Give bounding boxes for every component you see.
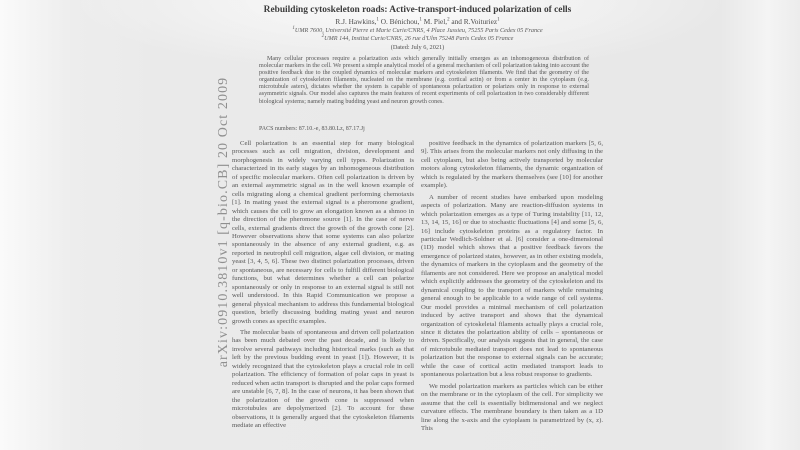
author-name: and R.Voituriez <box>449 17 498 26</box>
abstract <box>259 56 589 106</box>
author-name: O. Bénichou, <box>378 17 420 26</box>
author-affil-marker: 1 <box>497 17 500 23</box>
affiliation-block <box>232 27 603 42</box>
pacs-line: PACS numbers: 87.10.-e, 83.80.Lz, 87.17.Jj <box>259 126 365 132</box>
paper-title: Rebuilding cytoskeleton roads: Active-transport-induced polarization of cells <box>263 5 572 15</box>
paper-page <box>232 0 603 450</box>
paragraph: A number of recent studies have embarked upon modeling aspects of polarization. Many are reaction-diffusion systems in which polarization emerges as a type of Turing instability [11, 12, 13, 14, 15, 16] or due to stochastic fluctuations [4] and some [5, 6, 16] include cytoskeleton proteins as a regulatory factor. In particular Wedlich-Soldner et al. [6] consider a one-dimensional (1D) model which shows that a positive feedback favors the emergence of polarized states, however, as in other existing models, the dynamics of markers in the cytoplasm and the geometry of the filaments are not considered. Here we propose an analytical model which explicitly addresses the geometry of the cytoskeleton and its dynamical coupling to the transport of markers while remaining general enough to be applicable to a wide range of cell systems. Our model provides a minimal mechanism of cell polarization induced by active transport and shows that the dynamical organization of cytoskeletal filaments actually plays a crucial role, since it dictates the polarization ability of cells – spontaneous or driven. Specifically, our analysis suggests that in general, the case of microtubule mediated transport does not lead to spontaneous polarization but the response to external signals can be accurate; while the case of cortical actin mediated transport leads to spontaneous polarization but a less robust response to gradients. <box>421 193 603 379</box>
arxiv-stamp: arXiv:0910.3810v1 [q-bio.CB] 20 Oct 2009 <box>216 76 231 368</box>
paragraph: Cell polarization is an essential step for many biological processes such as cell migration, division, development and morphogenesis in widely varying cell types. Polarization is characterized in its early stages by an inhomogeneous distribution of specific molecular markers. Often cell polarization is driven by an external asymmetric signal as in the well known example of cells migrating along a chemical gradient performing chemotaxis [1]. In mating yeast the external signal is a pheromone gradient, which causes the cell to grow an elongation known as a shmoo in the direction of the pheromone source [1]. In the case of nerve cells, external gradients direct the growth of the growth cone [2]. However observations show that some systems can also polarize spontaneously in the absence of any external gradient, e.g. as reported in neutrophil cell migration, algae cell division, or mating yeast [3, 4, 5, 6]. These two distinct polarization processes, driven or spontaneous, are necessary for cells to fulfill different biological functions, but what determines whether a cell can polarize spontaneously or only in response to an external signal is still not well understood. In this Rapid Communication we propose a general physical mechanism to address this fundamental biological question, briefly discussing budding mating yeast and neuron growth cones as specific examples. <box>232 140 414 325</box>
column-left <box>232 140 414 450</box>
paragraph: The molecular basis of spontaneous and driven cell polarization has been much debated over the past decade, and is likely to involve several pathways including historical marks (such as that left by the previous budding event in yeast [1]). However, it is widely recognized that the cytoskeleton plays a crucial role in cell polarization. The efficiency of formation of polar caps in yeast is reduced when actin transport is disrupted and the polar caps formed are unstable [6, 7, 8]. In the case of neurons, it has been shown that the polarization of the growth cone is suppressed when microtubules are depolymerized [2]. To account for these observations, it is generally argued that the cytoskeleton filaments mediate an effective <box>232 328 414 429</box>
affiliation-line <box>232 35 603 43</box>
paragraph: We model polarization markers as particles which can be either on the membrane or in the cytoplasm of the cell. For simplicity we assume that the cell is essentially bidimensional and we neglect curvature effects. The membrane boundary is then taken as a 1D line along the x-axis and the cytoplasm is parametrized by (x, z). This <box>421 382 603 432</box>
author-affil-marker: 1 <box>376 17 379 23</box>
date-line: (Dated: July 6, 2021) <box>390 44 445 51</box>
author-affil-marker: 1 <box>419 17 422 23</box>
affiliation-marker: 1 <box>292 25 295 31</box>
column-right <box>421 140 603 450</box>
affiliation-text: UMR 144, Institut Curie/CNRS, 26 rue d'Ulm 75248 Paris Cedex 05 France <box>324 34 514 42</box>
author-name: M. Piel, <box>421 17 448 26</box>
affiliation-marker: 2 <box>321 33 325 39</box>
author-name: R.J. Hawkins, <box>335 17 377 26</box>
author-affil-marker: 2 <box>447 17 450 23</box>
author-line <box>232 17 603 26</box>
abstract-text: Many cellular processes require a polarization axis which generally initially emerges as an inhomogeneous distribution of molecular markers in the cell. We present a simple analytical model of a general mechanism of cell polarization taking into account the positive feedback due to the coupled dynamics of molecular markers and cytoskeleton filaments. We find that the geometry of the organization of cytoskeleton filaments, nucleated on the membrane (e.g. cortical actin) or from a center in the cytoplasm (e.g. microtubule asters), dictates whether the system is capable of spontaneous polarization or polarizes only in response to external asymmetric signals. Our model also captures the main features of recent experiments of cell polarization in two considerably different biological systems; namely mating budding yeast and neuron growth cones. <box>259 56 589 105</box>
affiliation-line <box>232 27 603 35</box>
paragraph: positive feedback in the dynamics of polarization markers [5, 6, 9]. This arises from the molecular markers not only diffusing in the cell cytoplasm, but also being actively transported by molecular motors along cytoskeleton filaments, the dynamic organization of which is regulated by the markers themselves (see [10] for another example). <box>421 140 603 190</box>
affiliation-text: UMR 7600, Université Pierre et Marie Curie/CNRS, 4 Place Jussieu, 75255 Paris Cedex 05 France <box>294 27 543 34</box>
body-columns <box>232 140 603 450</box>
